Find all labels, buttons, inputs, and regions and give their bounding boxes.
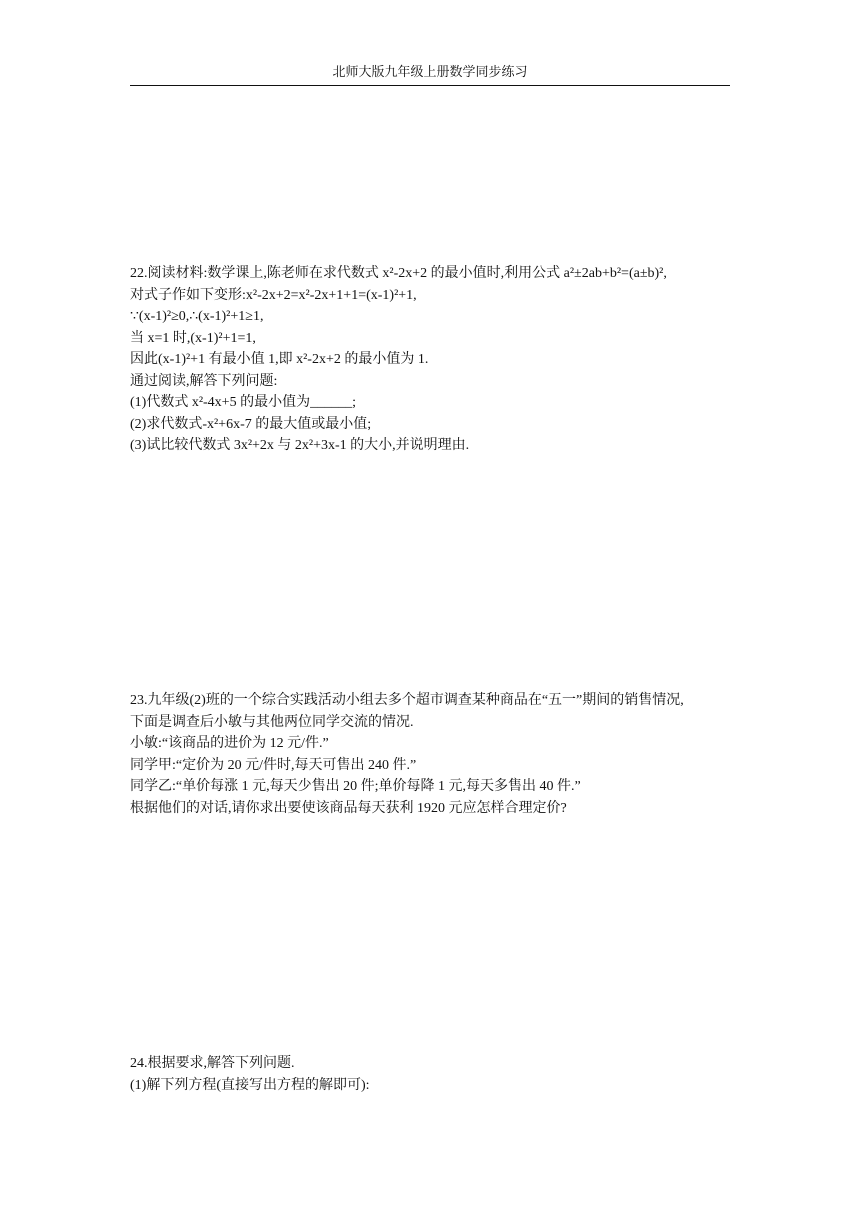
problem-22-line-6: 通过阅读,解答下列问题: <box>130 373 278 389</box>
problem-24-line-1: 24.根据要求,解答下列问题. <box>130 1056 295 1071</box>
problem-22-line-2: 对式子作如下变形:x²-2x+2=x²-2x+1+1=(x-1)²+1, <box>130 287 417 303</box>
problem-23-line-2: 下面是调查后小敏与其他两位同学交流的情况. <box>130 714 414 730</box>
problem-23-line-6: 根据他们的对话,请你求出要使该商品每天获利 1920 元应怎样合理定价? <box>130 800 567 816</box>
problem-22-line-9: (3)试比较代数式 3x²+2x 与 2x²+3x-1 的大小,并说明理由. <box>130 438 470 453</box>
problem-22-line-8: (2)求代数式-x²+6x-7 的最大值或最小值; <box>130 416 372 432</box>
problem-23 <box>130 690 740 819</box>
problem-22 <box>130 263 740 457</box>
header-divider <box>130 85 730 86</box>
problem-22-line-4: 当 x=1 时,(x-1)²+1=1, <box>130 330 256 346</box>
problem-22-line-7: (1)代数式 x²-4x+5 的最小值为______; <box>130 395 356 410</box>
problem-22-line-1: 22.阅读材料:数学课上,陈老师在求代数式 x²-2x+2 的最小值时,利用公式 a²±2ab+b²=(a±b)², <box>130 266 667 281</box>
problem-22-line-5: 因此(x-1)²+1 有最小值 1,即 x²-2x+2 的最小值为 1. <box>130 352 429 367</box>
problem-23-line-1: 23.九年级(2)班的一个综合实践活动小组去多个超市调查某种商品在“五一”期间的销售情况, <box>130 693 684 708</box>
problem-24-line-2: (1)解下列方程(直接写出方程的解即可): <box>130 1077 370 1093</box>
page-header-title: 北师大版九年级上册数学同步练习 <box>332 64 528 79</box>
problem-24 <box>130 1053 740 1096</box>
problem-23-line-3: 小敏:“该商品的进价为 12 元/件.” <box>130 736 329 751</box>
problem-23-line-5: 同学乙:“单价每涨 1 元,每天少售出 20 件;单价每降 1 元,每天多售出 40 件.” <box>130 779 581 794</box>
problem-22-line-3: ∵(x-1)²≥0,∴(x-1)²+1≥1, <box>130 309 264 324</box>
problem-23-line-4: 同学甲:“定价为 20 元/件时,每天可售出 240 件.” <box>130 757 417 773</box>
